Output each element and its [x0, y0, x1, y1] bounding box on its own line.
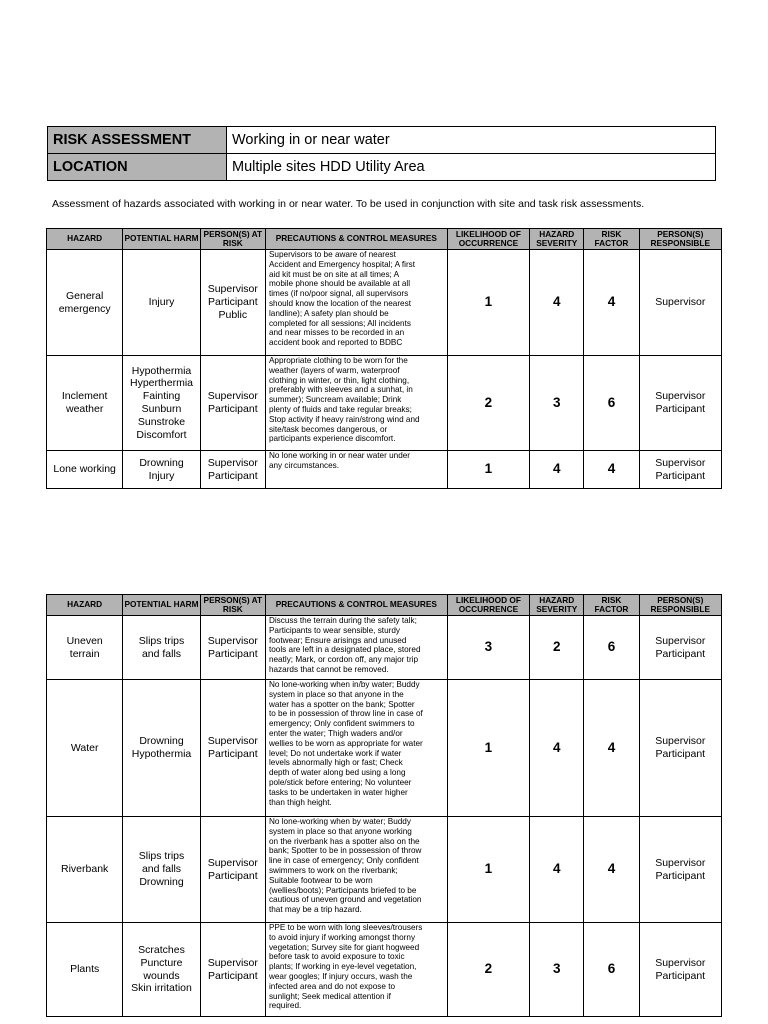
cell-line: preferably with sleeves and a sunhat, in — [268, 385, 413, 395]
column-header-precautions: PRECAUTIONS & CONTROL MEASURES — [265, 229, 447, 250]
cell-line: PPE to be worn with long sleeves/trousers — [268, 923, 423, 932]
column-header-persons: PERSON(S) AT RISK — [200, 595, 265, 616]
column-header-hazard: HAZARD — [47, 229, 123, 250]
cell-hazard — [47, 680, 123, 817]
cell-line: mobile phone should be available at all — [268, 279, 411, 289]
cell-line: Discomfort — [136, 428, 187, 441]
cell-line: plants; If working in eye-level vegetation, — [268, 962, 417, 972]
cell-line: Participant — [655, 869, 706, 882]
column-header-severity: HAZARD SEVERITY — [530, 595, 584, 616]
location-row — [48, 154, 716, 181]
table-body — [47, 616, 722, 1017]
cell-line: Supervisor — [655, 634, 706, 647]
cell-line: enter the water; Thigh waders and/or — [268, 728, 403, 738]
cell-line: footwear; Ensure arisings and unused — [268, 635, 407, 645]
cell-risk: 6 — [584, 923, 639, 1017]
cell-persons — [200, 451, 265, 489]
cell-line: levels abnormally high or fast; Check — [268, 758, 403, 768]
cell-likelihood: 2 — [447, 356, 529, 451]
column-header-likelihood: LIKELIHOOD OF OCCURRENCE — [447, 595, 529, 616]
cell-line: Supervisor — [655, 296, 706, 309]
cell-line: wear googles; If injury occurs, wash the — [268, 971, 413, 981]
cell-risk: 6 — [584, 356, 639, 451]
location-value: Multiple sites HDD Utility Area — [227, 154, 716, 181]
assessment-row — [48, 127, 716, 154]
cell-likelihood: 1 — [447, 817, 529, 923]
cell-precautions — [265, 616, 447, 680]
cell-line: Drowning — [139, 456, 184, 469]
cell-harm — [123, 451, 200, 489]
cell-line: neatly; Mark, or cordon off, any major trip — [268, 655, 419, 665]
cell-line: required. — [268, 1001, 302, 1011]
cell-line: to be in possession of throw line in case of — [268, 709, 423, 719]
cell-responsible — [639, 616, 721, 680]
cell-line: Supervisor — [655, 956, 706, 969]
cell-hazard — [47, 616, 123, 680]
cell-harm — [123, 680, 200, 817]
cell-responsible — [639, 817, 721, 923]
cell-line: summer); Suncream available; Drink — [268, 395, 402, 405]
cell-line: Plants — [70, 963, 100, 976]
cell-persons — [200, 923, 265, 1017]
cell-hazard — [47, 250, 123, 356]
cell-line: Supervisor — [207, 283, 258, 296]
cell-line: bank; Spotter to be in possession of throw — [268, 846, 422, 856]
cell-line: (wellies/boots); Participants briefed to be — [268, 885, 417, 895]
cell-line: Stop activity if heavy rain/strong wind and — [268, 414, 420, 424]
cell-harm — [123, 356, 200, 451]
table-row — [47, 680, 722, 817]
cell-line: Participant — [208, 403, 258, 415]
cell-likelihood: 1 — [447, 451, 529, 489]
location-label: LOCATION — [48, 154, 227, 181]
table-header — [47, 229, 722, 250]
cell-line: Supervisor — [207, 956, 258, 969]
cell-severity: 4 — [530, 451, 584, 489]
cell-line: and near misses to be recorded in an — [268, 328, 405, 338]
cell-severity: 4 — [530, 250, 584, 356]
cell-persons — [200, 616, 265, 680]
cell-line: emergency; Only confident swimmers to — [268, 719, 415, 729]
cell-line: tasks to be undertaken in water higher — [268, 787, 408, 797]
cell-precautions — [265, 250, 447, 356]
cell-line: Riverbank — [61, 863, 109, 876]
cell-line: Participant — [208, 748, 258, 760]
cell-line: No lone-working when in/by water; Buddy — [268, 680, 420, 689]
cell-hazard — [47, 923, 123, 1017]
cell-precautions — [265, 817, 447, 923]
cell-line: Participant — [655, 647, 706, 660]
cell-line: weather — [65, 403, 104, 415]
cell-line: Discuss the terrain during the safety talk; — [268, 616, 417, 625]
header-row — [47, 595, 722, 616]
column-header-persons: PERSON(S) AT RISK — [200, 229, 265, 250]
cell-line: Hypothermia — [131, 364, 192, 377]
cell-line: Suitable footwear to be worn — [268, 875, 373, 885]
cell-line: Drowning — [139, 875, 184, 888]
cell-line: landline); A safety plan should be — [268, 308, 389, 318]
cell-line: General — [65, 289, 104, 302]
cell-line: Slips trips — [138, 850, 185, 863]
cell-line: Drowning — [139, 735, 184, 748]
cell-line: hazards that cannot be removed. — [268, 664, 389, 674]
cell-line: Participant — [655, 469, 706, 482]
cell-line: Accident and Emergency hospital; A first — [268, 259, 416, 269]
cell-line: Appropriate clothing to be worn for the — [268, 356, 408, 365]
cell-line: sunlight; Seek medical attention if — [268, 991, 391, 1001]
cell-line: infected area and do not expose to — [268, 981, 396, 991]
cell-line: Supervisor — [207, 735, 258, 748]
cell-line: accident book and reported to BDBC — [268, 338, 403, 348]
cell-likelihood: 1 — [447, 250, 529, 356]
cell-harm — [123, 250, 200, 356]
risk-table-1 — [46, 228, 722, 489]
cell-line: any circumstances. — [268, 460, 340, 470]
cell-line: Supervisor — [655, 856, 706, 869]
cell-line: and falls — [141, 647, 182, 660]
cell-line: Supervisor — [207, 390, 258, 403]
column-header-risk: RISK FACTOR — [584, 595, 639, 616]
table-row — [47, 616, 722, 680]
cell-line: Scratches — [138, 943, 185, 956]
cell-line: terrain — [69, 647, 100, 660]
cell-precautions — [265, 451, 447, 489]
cell-harm — [123, 923, 200, 1017]
cell-line: Puncture — [140, 956, 183, 969]
cell-likelihood: 3 — [447, 616, 529, 680]
cell-line: to avoid injury if working amongst thorny — [268, 932, 416, 942]
cell-line: Participant — [655, 969, 706, 982]
cell-line: Participant — [655, 403, 706, 415]
column-header-risk: RISK FACTOR — [584, 229, 639, 250]
cell-line: Supervisor — [207, 634, 258, 647]
cell-risk: 4 — [584, 250, 639, 356]
cell-line: and falls — [141, 863, 182, 876]
cell-line: Supervisor — [655, 456, 706, 469]
cell-severity: 4 — [530, 680, 584, 817]
cell-line: system in place so that anyone working — [268, 826, 412, 836]
cell-responsible — [639, 451, 721, 489]
header-row — [47, 229, 722, 250]
cell-line: Participant — [655, 748, 706, 760]
cell-harm — [123, 616, 200, 680]
cell-precautions — [265, 356, 447, 451]
cell-harm — [123, 817, 200, 923]
cell-line: emergency — [58, 302, 111, 315]
cell-line: times (if no/poor signal, all supervisors — [268, 289, 409, 299]
intro-text: Assessment of hazards associated with working in or near water. To be used in conjunction with site and task risk assessments. — [52, 198, 645, 210]
cell-line: Fainting — [142, 390, 181, 403]
cell-risk: 4 — [584, 451, 639, 489]
column-header-hazard: HAZARD — [47, 595, 123, 616]
header-table — [47, 126, 716, 181]
cell-line: Hypothermia — [131, 748, 192, 760]
cell-line: than thigh height. — [268, 797, 332, 807]
cell-line: Sunstroke — [137, 415, 186, 428]
table-body — [47, 250, 722, 489]
cell-hazard — [47, 817, 123, 923]
cell-line: cautious of uneven ground and vegetation — [268, 895, 422, 905]
column-header-responsible: PERSON(S) RESPONSIBLE — [639, 595, 721, 616]
cell-line: Water — [70, 741, 99, 754]
cell-line: Participant — [208, 469, 258, 482]
cell-risk: 4 — [584, 680, 639, 817]
cell-line: vegetation; Survey site for giant hogweed — [268, 942, 420, 952]
cell-line: Lone working — [53, 463, 116, 476]
table-row — [47, 817, 722, 923]
cell-line: site/task becomes dangerous, or — [268, 424, 388, 434]
cell-hazard — [47, 451, 123, 489]
risk-table-2 — [46, 594, 722, 1017]
cell-line: should know the location of the nearest — [268, 298, 411, 308]
cell-line: Supervisors to be aware of nearest — [268, 250, 396, 259]
cell-line: line in case of emergency; Only confident — [268, 856, 419, 866]
cell-line: Injury — [148, 296, 175, 309]
column-header-precautions: PRECAUTIONS & CONTROL MEASURES — [265, 595, 447, 616]
table-row — [47, 923, 722, 1017]
cell-line: No lone-working when by water; Buddy — [268, 817, 411, 826]
cell-line: weather (layers of warm, waterproof — [268, 365, 400, 375]
cell-line: Slips trips — [138, 634, 185, 647]
table-row — [47, 250, 722, 356]
cell-severity: 3 — [530, 356, 584, 451]
cell-line: wellies to be worn as appropriate for water — [268, 738, 423, 748]
cell-line: Participant — [208, 647, 258, 660]
cell-line: Supervisor — [207, 856, 258, 869]
cell-hazard — [47, 356, 123, 451]
table-header — [47, 595, 722, 616]
cell-line: Participant — [208, 969, 258, 982]
cell-line: Public — [218, 308, 248, 321]
cell-line: Participant — [208, 296, 258, 309]
table-row — [47, 451, 722, 489]
cell-line: on the riverbank has a spotter also on the — [268, 836, 420, 846]
cell-line: participants experience discomfort. — [268, 434, 396, 444]
cell-line: aid kit must be on site at all times; A — [268, 269, 400, 279]
cell-persons — [200, 817, 265, 923]
column-header-harm: POTENTIAL HARM — [123, 229, 200, 250]
cell-line: Skin irritation — [131, 982, 192, 995]
table-row — [47, 356, 722, 451]
cell-likelihood: 2 — [447, 923, 529, 1017]
cell-severity: 2 — [530, 616, 584, 680]
cell-line: depth of water along bed using a long — [268, 768, 406, 778]
cell-persons — [200, 250, 265, 356]
cell-line: Sunburn — [141, 403, 182, 415]
cell-line: before task to avoid exposure to toxic — [268, 952, 405, 962]
cell-severity: 3 — [530, 923, 584, 1017]
cell-line: Supervisor — [207, 456, 258, 469]
cell-responsible — [639, 250, 721, 356]
column-header-responsible: PERSON(S) RESPONSIBLE — [639, 229, 721, 250]
cell-precautions — [265, 680, 447, 817]
cell-precautions — [265, 923, 447, 1017]
cell-line: plenty of fluids and take regular breaks; — [268, 404, 412, 414]
cell-line: Supervisor — [655, 735, 706, 748]
cell-persons — [200, 680, 265, 817]
cell-responsible — [639, 923, 721, 1017]
cell-line: system in place so that anyone in the — [268, 689, 404, 699]
cell-line: clothing in winter, or thin, light clothing, — [268, 375, 410, 385]
cell-line: completed for all sessions; All incidents — [268, 318, 411, 328]
cell-persons — [200, 356, 265, 451]
cell-line: Injury — [148, 469, 175, 482]
cell-line: Participant — [208, 869, 258, 882]
cell-line: Participants to wear sensible, sturdy — [268, 625, 401, 635]
column-header-likelihood: LIKELIHOOD OF OCCURRENCE — [447, 229, 529, 250]
cell-line: No lone working in or near water under — [268, 451, 411, 460]
cell-severity: 4 — [530, 817, 584, 923]
cell-line: level; Do not undertake work if water — [268, 748, 402, 758]
cell-line: Uneven — [66, 634, 103, 647]
cell-line: Supervisor — [655, 390, 706, 403]
assessment-value: Working in or near water — [227, 127, 716, 154]
cell-line: swimmers to work on the riverbank; — [268, 865, 398, 875]
cell-responsible — [639, 356, 721, 451]
cell-likelihood: 1 — [447, 680, 529, 817]
cell-line: water has a spotter on the bank; Spotter — [268, 699, 415, 709]
cell-risk: 6 — [584, 616, 639, 680]
cell-responsible — [639, 680, 721, 817]
cell-line: tools are left in a designated place, stored — [268, 645, 421, 655]
cell-line: wounds — [143, 969, 180, 982]
cell-line: that may be a trip hazard. — [268, 905, 362, 915]
assessment-label: RISK ASSESSMENT — [48, 127, 227, 154]
column-header-harm: POTENTIAL HARM — [123, 595, 200, 616]
cell-line: Inclement — [61, 390, 108, 403]
column-header-severity: HAZARD SEVERITY — [530, 229, 584, 250]
cell-line: Hyperthermia — [129, 377, 194, 390]
cell-line: pole/stick before entering; No volunteer — [268, 777, 412, 787]
cell-risk: 4 — [584, 817, 639, 923]
